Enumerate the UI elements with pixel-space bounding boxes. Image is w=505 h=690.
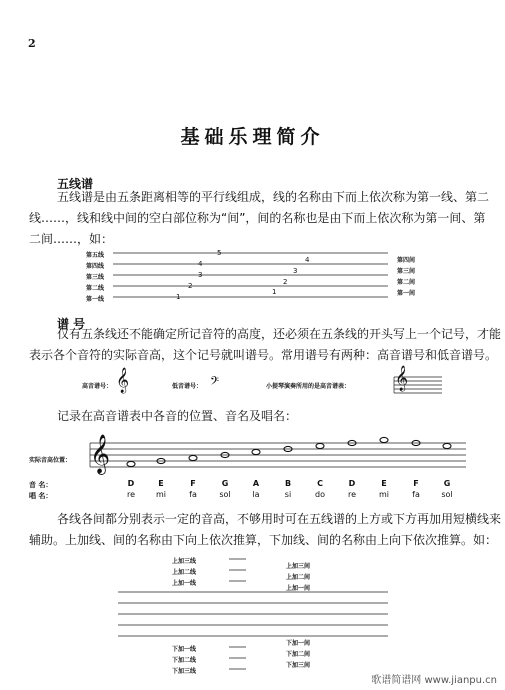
staff-number: 1 (176, 293, 181, 301)
lower-space-3: 下加三间 (286, 662, 311, 669)
treble-clef-icon: 𝄞 (90, 434, 111, 474)
staff-number: 3 (198, 271, 203, 279)
clef-paragraph-line-2: 表示各个音符的实际音高，这个记号就叫谱号。常用谱号有两种：高音谱号和低音谱号。 (29, 348, 498, 362)
space-label-3: 第三间 (397, 268, 416, 275)
note-name: C (317, 479, 323, 488)
note-name: B (284, 479, 292, 488)
treble-clef-icon: 𝄞 (395, 366, 409, 391)
line-label-3: 第三线 (86, 274, 105, 281)
section-heading-staff: 五线谱 (57, 177, 94, 191)
page-title: 基础乐理简介 (180, 126, 325, 148)
staff-number: 1 (272, 288, 277, 296)
note-name: E (158, 479, 164, 488)
treble-clef-label: 高音谱号： (82, 383, 113, 390)
line-label-2: 第二线 (86, 285, 105, 292)
line-label-1: 第一线 (86, 296, 105, 303)
staff-number: 2 (283, 278, 288, 286)
sing-name: mi (378, 490, 389, 499)
upper-line-2: 上加二线 (172, 569, 197, 576)
note-name: G (221, 479, 229, 488)
staff-number: 5 (217, 249, 222, 257)
lower-space-1: 下加一间 (286, 640, 311, 647)
upper-line-1: 上加一线 (172, 580, 197, 587)
note-name-label: 音 名： (29, 481, 53, 489)
line-label-4: 第四线 (86, 263, 105, 270)
bass-clef-icon: 𝄢 (210, 375, 220, 391)
upper-space-1: 上加一间 (286, 585, 311, 592)
clef-paragraph-line-1: 仅有五条线还不能确定所记音符的高度，还必须在五条线的开头写上一个记号，才能 (57, 327, 502, 341)
sing-name: fa (412, 490, 420, 499)
space-label-2: 第二间 (397, 279, 416, 286)
ledger-paragraph-line-2: 辅助。上加线、间的名称由下向上依次推算，下加线、间的名称由上向下依次推算。如： (29, 533, 498, 547)
section-heading-clef: 谱 号 (57, 317, 86, 331)
sing-name: sol (219, 490, 231, 499)
sing-name-label: 唱 名： (29, 492, 53, 500)
staff-position-label: 实际音高位置： (29, 457, 72, 464)
note-name: D (348, 479, 356, 488)
treble-clef-icon: 𝄞 (116, 368, 130, 393)
staff-paragraph-line-2: 线……，线和线中间的空白部位称为“间”，间的名称也是由下而上依次称为第一间、第 (29, 211, 486, 225)
sing-name: la (252, 490, 260, 499)
space-label-1: 第一间 (397, 290, 416, 297)
upper-line-3: 上加三线 (172, 558, 197, 565)
watermark: 歌谱简谱网 www.jianpu.cn (371, 675, 497, 686)
lower-line-2: 下加二线 (172, 657, 197, 664)
notes-intro: 记录在高音谱表中各音的位置、音名及唱名： (57, 409, 298, 423)
lower-space-2: 下加二间 (286, 651, 311, 658)
space-label-4: 第四间 (397, 257, 416, 264)
violin-clef-label: 小提琴演奏所用的是高音谱表： (266, 383, 351, 390)
sing-name: sol (441, 490, 453, 499)
note-name: D (127, 479, 135, 488)
page-number: 2 (28, 37, 36, 50)
lower-line-1: 下加一线 (172, 646, 197, 653)
line-label-5: 第五线 (86, 252, 105, 259)
note-name: A (252, 479, 260, 488)
sing-name: re (347, 490, 357, 499)
staff-number: 4 (198, 260, 203, 268)
staff-number: 4 (305, 256, 310, 264)
staff-number: 2 (188, 282, 193, 290)
staff-number: 3 (293, 267, 298, 275)
lower-line-3: 下加三线 (172, 668, 197, 675)
upper-space-3: 上加三间 (286, 563, 311, 570)
note-name: E (381, 479, 387, 488)
sing-name: re (126, 490, 136, 499)
upper-space-2: 上加二间 (286, 574, 311, 581)
note-name: G (443, 479, 451, 488)
bass-clef-label: 低音谱号： (172, 383, 203, 390)
note-name: F (413, 479, 419, 488)
sing-name: do (315, 490, 325, 499)
sing-name: si (284, 490, 292, 499)
ledger-paragraph-line-1: 各线各间都分别表示一定的音高，不够用时可在五线谱的上方或下方再加用短横线来 (57, 512, 502, 526)
note-name: F (190, 479, 196, 488)
staff-paragraph-line-3: 二间……，如： (29, 232, 114, 246)
sing-name: mi (155, 490, 166, 499)
staff-paragraph-line-1: 五线谱是由五条距离相等的平行线组成，线的名称由下而上依次称为第一线、第二 (57, 190, 490, 204)
sing-name: fa (189, 490, 197, 499)
